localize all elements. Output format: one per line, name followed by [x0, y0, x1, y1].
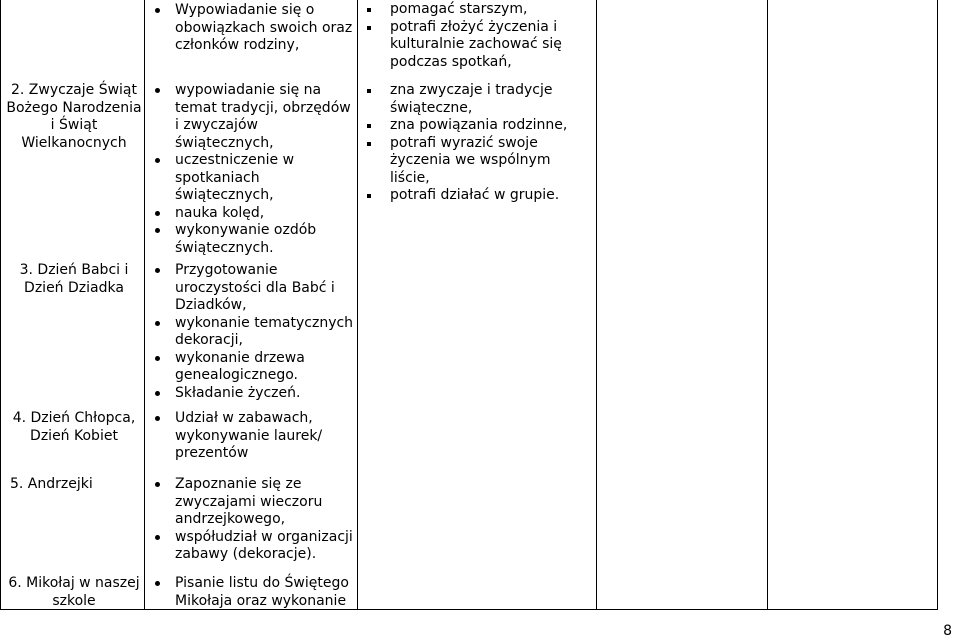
outcomes-list	[362, 82, 592, 205]
table-border-left	[0, 0, 1, 610]
topic-cell: 5. Andrzejki	[10, 476, 93, 492]
list-item: współudział w organizacji zabawy (dekoracje).	[150, 529, 355, 564]
list-item: potrafi działać w grupie.	[362, 187, 592, 205]
column-divider-4	[767, 0, 768, 610]
list-item: zna zwyczaje i tradycje świąteczne,	[362, 82, 592, 117]
list-item: uczestniczenie w spotkaniach świątecznych,	[150, 152, 355, 205]
list-item: nauka kolęd,	[150, 205, 355, 223]
activities-list	[150, 410, 355, 463]
topic-cell: 2. Zwyczaje Świąt Bożego Narodzenia i Świąt Wielkanocnych	[6, 82, 142, 151]
list-item: Wypowiadanie się o obowiązkach swoich oraz członków rodziny,	[150, 2, 355, 55]
list-item: zna powiązania rodzinne,	[362, 117, 592, 135]
list-item: pomagać starszym,	[362, 1, 592, 19]
list-item: Zapoznanie się ze zwyczajami wieczoru andrzejkowego,	[150, 476, 355, 529]
list-item: Przygotowanie uroczystości dla Babć i Dziadków,	[150, 262, 355, 315]
activities-list	[150, 575, 355, 610]
list-item: wykonywanie ozdób świątecznych.	[150, 222, 355, 257]
topic-cell: 3. Dzień Babci i Dzień Dziadka	[19, 262, 129, 296]
column-divider-2	[357, 0, 358, 610]
outcomes-list	[362, 1, 592, 71]
column-divider-1	[144, 0, 145, 610]
list-item: potrafi wyrazić swoje życzenia we wspólnym liście,	[362, 135, 592, 188]
list-item: wykonanie tematycznych dekoracji,	[150, 315, 355, 350]
list-item: Udział w zabawach, wykonywanie laurek/ prezentów	[150, 410, 355, 463]
list-item: potrafi złożyć życzenia i kulturalnie zachować się podczas spotkań,	[362, 19, 592, 72]
table-border-right	[937, 0, 938, 610]
page-number: 8	[943, 622, 952, 639]
activities-list	[150, 262, 355, 402]
activities-list	[150, 82, 355, 257]
topic-cell: 6. Mikołaj w naszej szkole	[8, 575, 140, 609]
column-divider-3	[596, 0, 597, 610]
list-item: Pisanie listu do Świętego Mikołaja oraz wykonanie	[150, 575, 355, 610]
topic-cell: 4. Dzień Chłopca, Dzień Kobiet	[12, 410, 136, 444]
activities-list	[150, 476, 355, 564]
list-item: wykonanie drzewa genealogicznego.	[150, 350, 355, 385]
activities-list	[150, 2, 355, 55]
list-item: Składanie życzeń.	[150, 385, 355, 403]
list-item: wypowiadanie się na temat tradycji, obrzędów i zwyczajów świątecznych,	[150, 82, 355, 152]
